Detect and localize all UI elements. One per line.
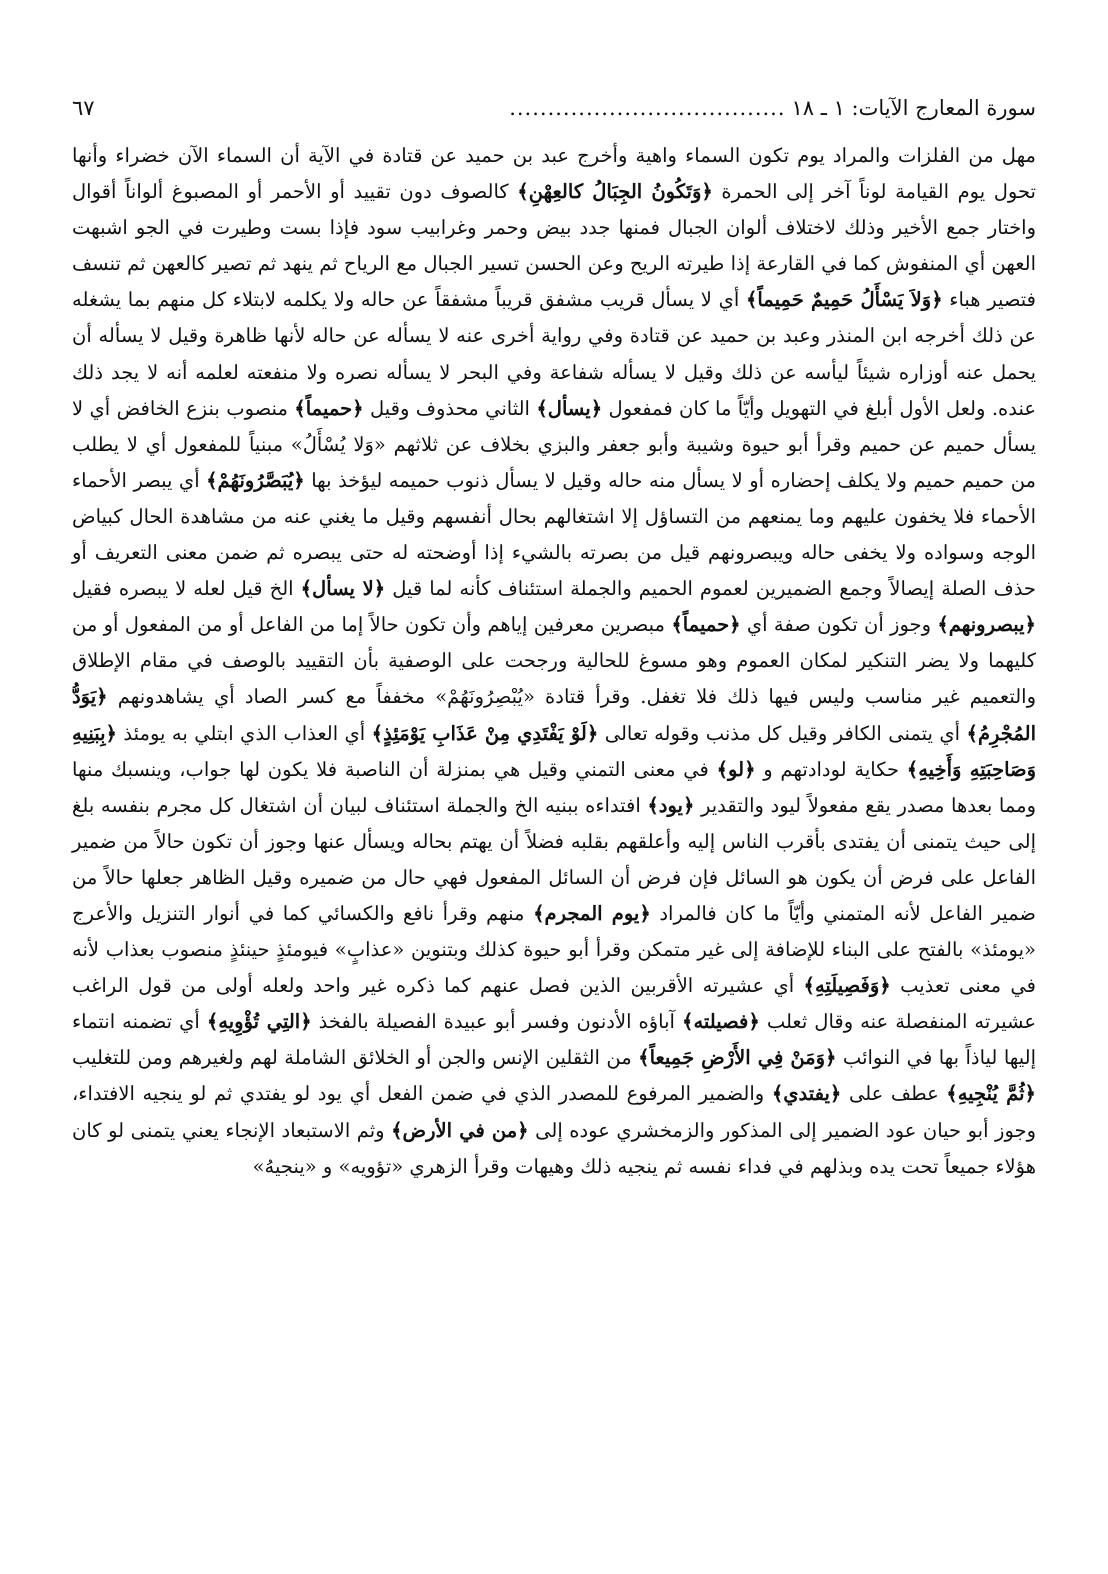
commentary-text: الخ قيل لعله لا يبصره فقيل	[72, 577, 301, 601]
commentary-text: مبصرين معرفين إياهم وأن تكون حالاً إما من الفاعل أو من المفعول أو من كليهما ولا يضر التنكير لمكان العموم وهو مسوغ للحالية ورجحت على الوصفية بأن التقييد بالوصف في مقام الإطلاق والتعميم غير مناسب وليس فيها ذلك فلا تغفل. وقرأ قتادة «يُبْصِرُونَهُمْ» مخففاً مع كسر الصاد أي يشاهدونهم	[72, 613, 1036, 709]
quran-quote: ﴿لو﴾	[716, 757, 756, 781]
commentary-text: من الثقلين الإنس والجن أو الخلائق الشاملة لهم ولغيرهم ومن للتغليب	[72, 1046, 639, 1070]
quran-quote: ﴿يبصرونهم﴾	[937, 613, 1036, 637]
commentary-text: منهم وقرأ نافع والكسائي كما في أنوار التنزيل والأعرج «يومئذ» بالفتح على البناء للإضافة إلى غير متمكن وقرأ أبو حيوة كذلك وبتنوين «عذابٍ» فيومئذٍ حينئذٍ منصوب بعذاب لأنه في معنى تعذيب	[72, 901, 1036, 998]
quran-quote: ﴿من في الأرض﴾	[391, 1118, 529, 1142]
quran-quote: ﴿حميماً﴾	[671, 613, 741, 637]
commentary-text: مهل من الفلزات والمراد يوم تكون السماء واهية وأخرج عبد بن حميد عن قتادة في الآية أن السماء الآن خضراء وأنها تحول يوم القيامة لوناً آخر إلى الحمرة	[72, 144, 1036, 204]
commentary-text: أي عشيرته الأقربين الذين فصل عنهم كما ذكره غير واحد ولعله أولى من قول الراغب عشيرته المنفصلة عنه وقال ثعلب	[72, 974, 1036, 1034]
quran-quote: ﴿وَلاَ يَسْأَلُ حَمِيمٌ حَمِيماً﴾	[745, 288, 943, 312]
quran-quote: ﴿ثُمَّ يُنْجِيهِ﴾	[946, 1082, 1036, 1106]
commentary-text: افتداءه ببنيه الخ والجملة استئناف لبيان أن اشتغال كل مجرم بنفسه بلغ إلى حيث يتمنى أن يفتدى بأقرب الناس إليه وأعلقهم بقلبه فضلاً أن يهتم بحاله ويسأل عنها وجوز أن تكون حالاً من ضمير الفاعل على فرض أن يكون هو السائل فإن فرض أن السائل المفعول فهي حال من ضميره وقيل الظاهر جعلها حالاً من ضمير الفاعل لأنه المتمني وأيّاً ما كان فالمراد	[72, 793, 1036, 925]
commentary-text: وثم الاستبعاد الإنجاء يعني يتمنى لو كان هؤلاء جميعاً تحت يده وبذلهم في فداء نفسه ثم ينجيه ذلك وهيهات وقرأ الزهري «تؤويه» و «ينجيهُ»	[72, 1118, 1036, 1178]
quran-quote: ﴿فصيلته﴾	[682, 1010, 760, 1034]
page-number: ٦٧	[72, 96, 95, 120]
quran-quote: ﴿يود﴾	[647, 793, 695, 817]
quran-quote: ﴿يسأل﴾	[536, 396, 603, 420]
commentary-text: الثاني محذوف وقيل	[363, 396, 537, 420]
quran-quote: ﴿يُبَصَّرُونَهُمْ﴾	[206, 468, 305, 492]
commentary-text: أي يتمنى الكافر وقيل كل مذنب وقوله تعالى	[598, 721, 967, 745]
running-header	[72, 86, 1036, 130]
quran-quote: ﴿وَفَصِيلَتِهِ﴾	[803, 974, 891, 998]
commentary-text: أي يبصر الأحماء الأحماء فلا يخفون عليهم وما يمنعهم من التساؤل إلا اشتغالهم بحال أنفسهم وقيل ما يغني عنه من مشاهدة الحال كبياض الوجه وسواده ولا يخفى حاله ويبصرونهم قيل من بصرته بالشيء إذا أوضحته له حتى يبصره ثم ضمن معنى التعريف أو حذف الصلة إيصالاً وجمع الضميرين لعموم الحميم والجملة استئناف كأنه لما قيل	[72, 468, 1036, 601]
quran-quote: ﴿يفتدي﴾	[771, 1082, 842, 1106]
quran-quote: ﴿يَوَدُّ المُجْرِمُ﴾	[72, 685, 1037, 745]
commentary-text: والضمير المرفوع للمصدر الذي في ضمن الفعل أي يود لو يفتدي ثم لو ينجيه الافتداء، وجوز أبو حيان عود الضمير إلى المذكور والزمخشري عوده إلى	[72, 1082, 1037, 1142]
commentary-paragraph	[72, 138, 1036, 1185]
quran-quote: ﴿وَتَكُونُ الجِبَالُ كالعِهْنِ﴾	[517, 180, 713, 204]
commentary-text: عطف على	[841, 1082, 947, 1106]
header-title: سورة المعارج الآيات: ١ ـ ١٨	[791, 96, 1036, 120]
page	[72, 86, 1036, 1185]
quran-quote: ﴿لا يسأل﴾	[300, 577, 386, 601]
quran-quote: ﴿يوم المجرم﴾	[533, 901, 651, 925]
commentary-text: أي لا يسأل قريب مشفق قريباً مشفقاً عن حاله ولا يكلمه لابتلاء كل منهم بما يشغله عن ذلك أخرجه ابن المنذر وعبد بن حميد عن قتادة وفي رواية أخرى عنه لا يسأله عن حاله لأنها ظاهرة وقيل لا يسأله أن يحمل عنه أوزاره شيئاً ليأسه عن ذلك وقيل لا يسأله شفاعة وفي البحر لا يسأله نصره ولا منفعته لعلمه أنه لا يجد ذلك عنده. ولعل الأول أبلغ في التهويل وأيّاً ما كان فمفعول	[72, 288, 1036, 420]
quran-quote: ﴿بِبَنِيهِ وَصَاحِبَتِهِ وَأَخِيهِ﴾	[72, 721, 1036, 781]
commentary-text: أي العذاب الذي ابتلي به يومئذ	[116, 721, 372, 745]
commentary-text: حكاية لودادتهم و	[755, 757, 907, 781]
header-leader-dots: ....................................	[509, 96, 786, 120]
commentary-text: آباؤه الأدنون وفسر أبو عبيدة الفصيلة بالفخذ	[311, 1010, 683, 1034]
commentary-text: منصوب بنزع الخافض أي لا يسأل حميم عن حميم وقرأ أبو حيوة وشيبة وأبو جعفر والبزي بخلاف عن ثلاثهم «وَلا يُسْأَلُ» مبنياً للمفعول أي لا يطلب من حميم حميم ولا يكلف إحضاره أو لا يسأل منه حاله وقيل لا يسأل ذنوب حميمه ليؤخذ بها	[72, 396, 1037, 492]
commentary-text: كالصوف دون تقييد أو الأحمر أو المصبوغ ألواناً أقوال واختار جمع الأخير وذلك لاختلاف ألوان الجبال فمنها جدد بيض وحمر وغرابيب سود فإذا بست وطيرت في الجو اشبهت العهن أي المنفوش كما في القارعة إذا طيرته الريح وعن الحسن تسير الجبال مع الرياح ثم ينهد ثم تصير كالعهن ثم تنسف فتصير هباء	[72, 180, 1036, 312]
quran-quote: ﴿لَوْ يَفْتَدِي مِنْ عَذَابِ يَوْمَئِذٍ﴾	[371, 721, 599, 745]
quran-quote: ﴿التِي تُؤْوِيهِ﴾	[206, 1010, 312, 1034]
commentary-text: في معنى التمني وقيل هي بمنزلة أن الناصبة فلا يكون لها جواب، وينسبك منها ومما بعدها مصدر يقع مفعولاً ليود والتقدير	[72, 757, 1036, 817]
commentary-text: وجوز أن تكون صفة أي	[740, 613, 938, 637]
quran-quote: ﴿حميماً﴾	[294, 396, 364, 420]
commentary-text: أي تضمنه انتماء إليها لياذاً بها في النوائب	[72, 1010, 1036, 1070]
quran-quote: ﴿وَمَنْ فِي الأَرْضِ جَمِيعاً﴾	[638, 1046, 837, 1070]
